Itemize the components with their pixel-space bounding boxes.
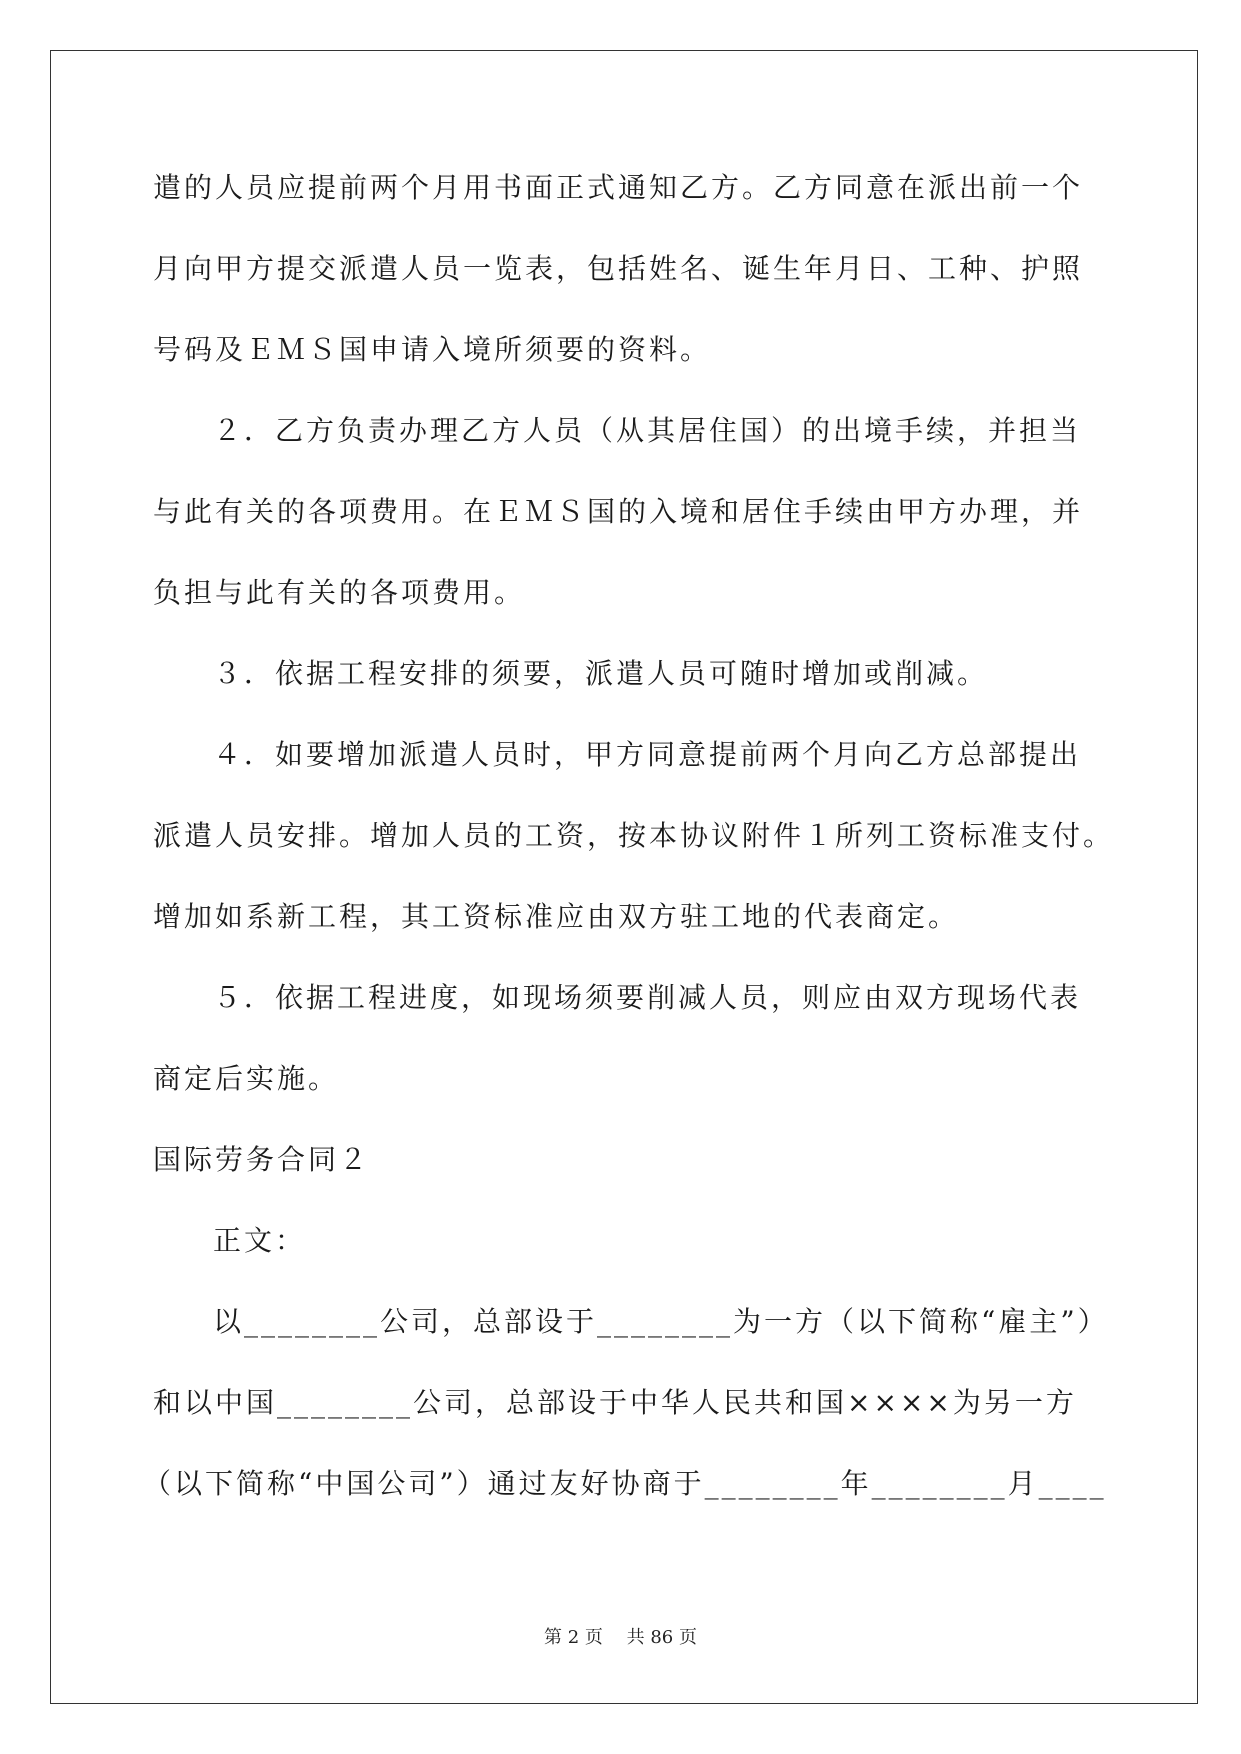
body-line-2: 月向甲方提交派遣人员一览表，包括姓名、诞生年月日、工种、护照 xyxy=(153,252,1084,285)
clause-5-line-2: 商定后实施。 xyxy=(153,1062,340,1095)
clause-5-line-1: ５．依据工程进度，如现场须要削减人员，则应由双方现场代表 xyxy=(213,981,1082,1014)
body-line-3: 号码及ＥＭＳ国申请入境所须要的资料。 xyxy=(153,333,712,366)
clause-2-line-1: ２．乙方负责办理乙方人员（从其居住国）的出境手续，并担当 xyxy=(213,414,1082,447)
page-border xyxy=(50,50,1198,1704)
section-heading: 国际劳务合同２ xyxy=(153,1143,371,1176)
clause-4-line-1: ４．如要增加派遣人员时，甲方同意提前两个月向乙方总部提出 xyxy=(213,738,1082,771)
clause-2-line-2: 与此有关的各项费用。在ＥＭＳ国的入境和居住手续由甲方办理，并 xyxy=(153,495,1084,528)
clause-3-line-1: ３．依据工程安排的须要，派遣人员可随时增加或削减。 xyxy=(213,657,989,690)
body-label: 正文： xyxy=(213,1224,307,1257)
clause-4-line-2: 派遣人员安排。增加人员的工资，按本协议附件１所列工资标准支付。 xyxy=(153,819,1115,852)
clause-2-line-3: 负担与此有关的各项费用。 xyxy=(153,576,526,609)
contract-line-1: 以________公司，总部设于________为一方（以下简称“雇主”） xyxy=(213,1305,1109,1338)
contract-line-2: 和以中国________公司，总部设于中华人民共和国××××为另一方 xyxy=(153,1386,1077,1419)
contract-line-3: （以下简称“中国公司”）通过友好协商于________年________月____ xyxy=(143,1467,1107,1500)
body-line-1: 遣的人员应提前两个月用书面正式通知乙方。乙方同意在派出前一个 xyxy=(153,171,1084,204)
clause-4-line-3: 增加如系新工程，其工资标准应由双方驻工地的代表商定。 xyxy=(153,900,960,933)
page-number: 第 2 页 共 86 页 xyxy=(544,1627,697,1648)
